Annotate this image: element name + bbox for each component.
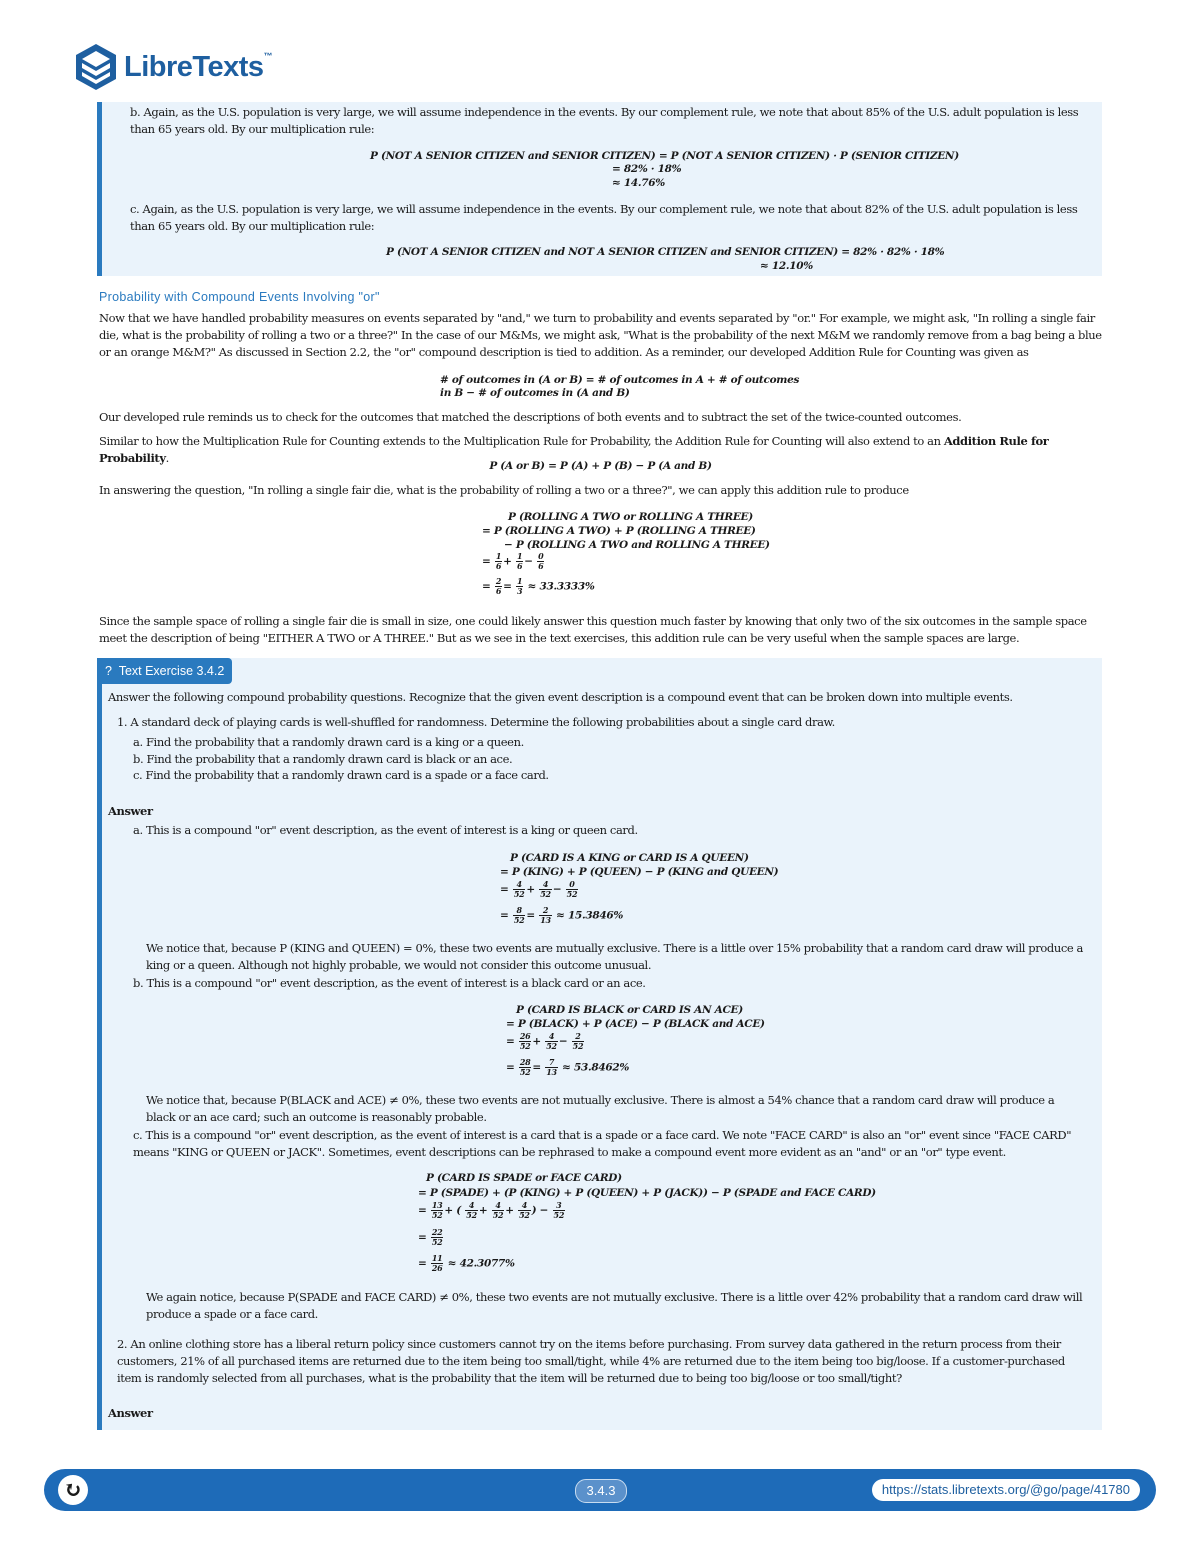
answer-b-text: b. Again, as the U.S. population is very large, we will assume independence in the events. By our complement rule, we note that about 85% of the U.S. adult population is less than 65 years old. By our multiplication rule: [130,105,1079,136]
paragraph-intro: Now that we have handled probability measures on events separated by "and," we turn to probability and events separated by "or." For example, we might ask, "In rolling a single fair die, what is the probability of rolling a two or a three?" In the case of our M&Ms, we might ask, "What is the probability of the next M&M we randomly remove from a bag being a blue or an orange M&M?" As discussed in Section 2.2, the "or" compound description is tied to addition. As a reminder, our developed Addition Rule for Counting was given as [99,311,1102,359]
addition-rule-formula: P (A or B) = P (A) + P (B) − P (A and B) [489,460,712,472]
libretexts-logo[interactable] [74,40,272,94]
exercise-intro: Answer the following compound probability questions. Recognize that the given event description is a compound event that can be broken down into multiple events. [108,690,1013,704]
answer-1a-eq-1: P (CARD IS A KING or CARD IS A QUEEN) [510,852,749,864]
answer-b-equation-1: P (NOT A SENIOR CITIZEN and SENIOR CITIZEN) = P (NOT A SENIOR CITIZEN) · P (SENIOR CITIZEN) [370,150,959,162]
counting-rule-line-2: in B − # of outcomes in (A and B) [440,387,630,399]
answer-1b-eq-4: = $\frac{28}{52}$ = $\frac{7}{13}$ ≈ 53.8462% [506,1057,630,1077]
paragraph-die-question: In answering the question, "In rolling a single fair die, what is the probability of rolling a two or a three?", we can apply this addition rule to produce [99,483,909,497]
answer-1a-eq-2: = P (KING) + P (QUEEN) − P (KING and QUEEN) [500,866,779,878]
text-exercise-tag: ? Text Exercise 3.4.2 [97,658,232,684]
question-1a: a. Find the probability that a randomly drawn card is a king or a queen. [133,735,524,749]
page-url-link[interactable]: https://stats.libretexts.org/@go/page/41780 [872,1479,1140,1501]
answer-b-equation-3: ≈ 14.76% [612,177,665,189]
answer-1b-eq-2: = P (BLACK) + P (ACE) − P (BLACK and ACE) [506,1018,765,1030]
paragraph-addition-rule: Similar to how the Multiplication Rule for Counting extends to the Multiplication Rule for Probability, the Addition Rule for Counting will also extend to an Addition Rule for Probability. [99,434,1049,465]
question-1: 1. A standard deck of playing cards is well-shuffled for randomness. Determine the following probabilities about a single card draw. [117,715,835,729]
answer-b-equation-2: = 82% · 18% [612,163,682,175]
page-number: 3.4.3 [575,1479,627,1503]
die-derivation-3: − P (ROLLING A TWO and ROLLING A THREE) [504,539,770,551]
answer-1c-eq-5: = $\frac{11}{26}$ ≈ 42.3077% [418,1253,515,1273]
question-1b: b. Find the probability that a randomly drawn card is black or an ace. [133,752,513,766]
die-derivation-5: = $\frac{2}{6}$ = $\frac{1}{3}$ ≈ 33.3333% [482,576,595,596]
answer-1b-text: b. This is a compound "or" event description, as the event of interest is a black card or an ace. [133,976,646,990]
counting-rule-line-1: # of outcomes in (A or B) = # of outcomes in A + # of outcomes [440,374,800,386]
paragraph-rule-reminder: Our developed rule reminds us to check for the outcomes that matched the descriptions of both events and to subtract the set of the twice-counted outcomes. [99,410,962,424]
answer-c-text: c. Again, as the U.S. population is very large, we will assume independence in the events. By our complement rule, we note that about 82% of the U.S. adult population is less than 65 years old. By our multiplication rule: [130,202,1078,233]
libretexts-cube-icon [74,42,118,92]
answer-1c-eq-2: = P (SPADE) + (P (KING) + P (QUEEN) + P (JACK)) − P (SPADE and FACE CARD) [418,1187,876,1199]
answer-c-equation-1: P (NOT A SENIOR CITIZEN and NOT A SENIOR CITIZEN and SENIOR CITIZEN) = 82% · 82% · 18% [386,246,945,258]
answer-1b-eq-3: = $\frac{26}{52}$ + $\frac{4}{52}$ − $\frac{2}{52}$ [506,1031,584,1051]
answer-1a-text: a. This is a compound "or" event description, as the event of interest is a king or queen card. [133,823,638,837]
answer-1c-text: c. This is a compound "or" event description, as the event of interest is a card that is a spade or a face card. We note "FACE CARD" is also an "or" event since "FACE CARD" means "KING or QUEEN or JACK". Sometimes, event descriptions can be rephrased to make a compound event more evident as an "and" or an "or" type event. [133,1128,1072,1159]
answer-1a-eq-4: = $\frac{8}{52}$ = $\frac{2}{13}$ ≈ 15.3846% [500,905,624,925]
die-derivation-4: = $\frac{1}{6}$ + $\frac{1}{6}$ − $\frac{0}{6}$ [482,551,544,571]
answer-1c-note: We again notice, because P(SPADE and FACE CARD) ≠ 0%, these two events are not mutually exclusive. There is a little over 42% probability that a random card draw will produce a spade or a face card. [146,1290,1083,1321]
answer-1a-note: We notice that, because P (KING and QUEEN) = 0%, these two events are mutually exclusive. There is a little over 15% probability that a random card draw will produce a king or a queen. Although not highly probable, we would not consider this outcome unusual. [146,941,1083,972]
answer-1b-eq-1: P (CARD IS BLACK or CARD IS AN ACE) [516,1004,743,1016]
question-1c: c. Find the probability that a randomly drawn card is a spade or a face card. [133,768,549,782]
die-derivation-2: = P (ROLLING A TWO) + P (ROLLING A THREE) [482,525,756,537]
question-icon: ? [105,664,112,678]
answer-1c-eq-3: = $\frac{13}{52}$ + ( $\frac{4}{52}$ + $\frac{4}{52}$ + $\frac{4}{52}$ ) − $\frac{3}{52}$ [418,1200,565,1220]
answer-1c-eq-1: P (CARD IS SPADE or FACE CARD) [426,1172,622,1184]
logo-text: LibreTexts™ [124,50,273,83]
paragraph-die-conclusion: Since the sample space of rolling a single fair die is small in size, one could likely answer this question much faster by knowing that only two of the six outcomes in the sample space meet the description of being "EITHER A TWO or A THREE." But as we see in the text exercises, this addition rule can be very useful when the sample spaces are large. [99,614,1087,645]
answer-1b-note: We notice that, because P(BLACK and ACE) ≠ 0%, these two events are not mutually exclusive. There is almost a 54% chance that a random card draw will produce a black or an ace card; such an outcome is reasonably probable. [146,1093,1055,1124]
question-2: 2. An online clothing store has a liberal return policy since customers cannot try on the items before purchasing. From survey data gathered in the return process from their customers, 21% of all purchased items are returned due to the item being too small/tight, while 4% are returned due to the item being too big/loose. If a customer-purchased item is randomly selected from all purchases, what is the probability that the item will be returned due to being too big/loose or too small/tight? [117,1337,1065,1385]
section-heading: Probability with Compound Events Involving "or" [99,290,380,304]
answer-c-equation-2: ≈ 12.10% [760,260,813,272]
answer-label-2[interactable]: Answer [108,1406,153,1420]
die-derivation-1: P (ROLLING A TWO or ROLLING A THREE) [508,511,753,523]
answer-1a-eq-3: = $\frac{4}{52}$ + $\frac{4}{52}$ − $\frac{0}{52}$ [500,879,578,899]
page-footer [44,1469,1156,1511]
answer-label-1[interactable]: Answer [108,804,153,818]
cc-license-icon[interactable]: ↻ [58,1475,88,1505]
answer-1c-eq-4: = $\frac{22}{52}$ [418,1227,443,1247]
